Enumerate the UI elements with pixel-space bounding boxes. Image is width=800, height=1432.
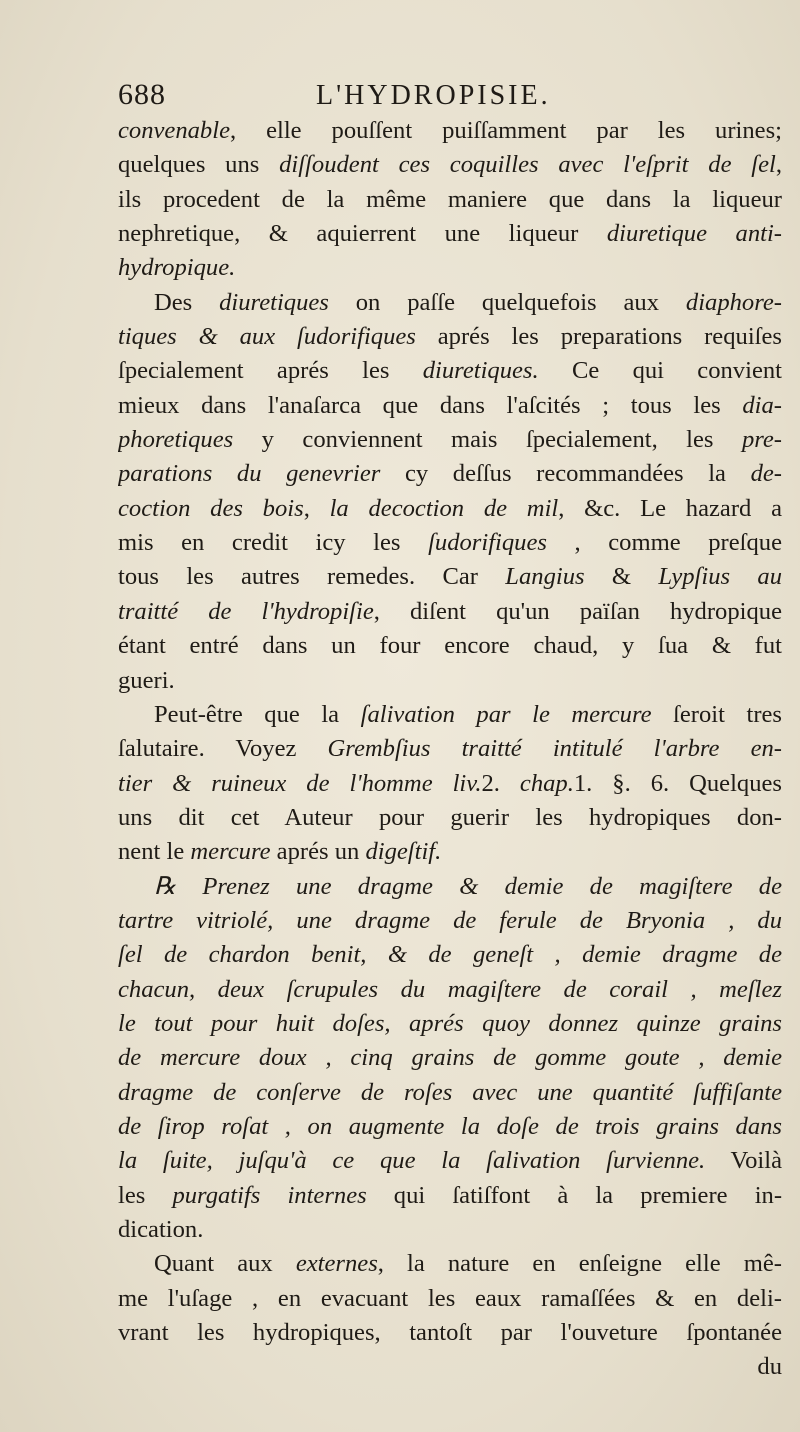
text-span: , elle pouſſent puiſſamment par les urines; — [229, 117, 782, 144]
text-line — [118, 560, 782, 594]
italic-text: tier & ruineux de l'homme liv. — [118, 769, 482, 797]
text-span: , &c. Le hazard a — [558, 494, 782, 522]
text-span: on paſſe quelquefois aux — [328, 288, 686, 316]
italic-text: diuretiques — [219, 288, 329, 316]
text-span: nent le — [118, 838, 191, 866]
running-head: L'HYDROPISIE. — [316, 80, 551, 111]
text-line — [118, 835, 782, 869]
italic-text: chacun, deux ſcrupules du magiſtere de corail , meſlez — [118, 975, 782, 1003]
text-line — [118, 767, 782, 801]
italic-text: le tout pour huit doſes, aprés quoy donnez quinze grains — [118, 1009, 782, 1037]
text-span: me l'uſage , en evacuant les eaux ramaſſées & en deli- — [118, 1284, 782, 1312]
italic-text: de ſirop roſat , on augmente la doſe de trois grains dans — [118, 1112, 782, 1140]
body-text — [118, 114, 782, 1385]
text-span: quelques uns — [118, 151, 280, 179]
text-line — [118, 973, 782, 1007]
text-span: Des — [154, 288, 220, 316]
italic-text: de- — [750, 460, 782, 488]
text-span: vrant les hydropiques, tantoſt par l'ouveture ſpontanée — [118, 1319, 782, 1347]
text-line — [118, 1076, 782, 1110]
text-span: ils procedent de la même maniere que dans la liqueur — [118, 185, 782, 213]
text-line — [118, 664, 782, 698]
text-line — [118, 1110, 782, 1144]
italic-text: externes — [295, 1250, 378, 1278]
italic-text: dia- — [742, 391, 782, 419]
italic-text: ſel de chardon benit, & de geneſt , demie dragme de — [118, 941, 782, 969]
page-header — [118, 78, 782, 114]
text-line — [118, 320, 782, 354]
text-line — [118, 183, 782, 217]
italic-text: convenable — [118, 117, 230, 144]
page-number: 688 — [118, 78, 166, 111]
italic-text: coction des bois — [118, 494, 304, 522]
text-span: , comme preſque — [546, 529, 782, 557]
text-line — [118, 732, 782, 766]
text-line — [118, 1213, 782, 1247]
italic-text: ſalivation par le mercure — [360, 700, 652, 728]
text-line — [118, 457, 782, 491]
italic-text: parations du genevrier — [118, 460, 381, 488]
text-line — [118, 938, 782, 972]
text-span: nephretique, & aquierrent une liqueur — [118, 220, 607, 248]
text-span: mis en credit icy les — [118, 529, 429, 557]
text-line — [118, 251, 782, 285]
text-line — [118, 870, 782, 904]
text-line — [118, 492, 782, 526]
text-line — [118, 629, 782, 663]
text-span: gueri. — [118, 666, 175, 694]
text-line — [118, 1041, 782, 1075]
italic-text: ſudorifiques — [428, 529, 547, 557]
text-span: uns dit cet Auteur pour guerir les hydropiques don- — [118, 803, 782, 831]
italic-text: traitté de l'hydropiſie — [118, 597, 374, 625]
italic-text: diſſoudent ces coquilles avec l'eſprit de ſel — [279, 151, 776, 179]
italic-text: dragme de conſerve de roſes avec une quantité ſuffiſante — [118, 1078, 782, 1106]
italic-text: ℞ Prenez une dragme & demie de magiſtere de — [154, 872, 782, 900]
text-span: ſalutaire. Voyez — [118, 735, 328, 763]
italic-text: pre- — [741, 426, 782, 454]
text-span: étant entré dans un four encore chaud, y ſua & fut — [118, 632, 782, 660]
text-span: Quant aux — [154, 1250, 296, 1278]
text-span: , diſent qu'un païſan hydropique — [373, 597, 782, 625]
text-span: , — [775, 151, 782, 179]
text-line — [118, 1350, 782, 1384]
text-line — [118, 698, 782, 732]
italic-text: chap. — [519, 769, 574, 797]
italic-text: diuretique anti- — [606, 220, 782, 248]
italic-text: diuretiques. — [422, 357, 539, 385]
text-span: les — [118, 1181, 173, 1209]
text-line — [118, 148, 782, 182]
text-line — [118, 1316, 782, 1350]
text-span: y conviennent mais ſpecialement, les — [233, 426, 742, 454]
italic-text: purgatifs internes — [172, 1181, 367, 1209]
text-line — [118, 801, 782, 835]
text-span: aprés un — [270, 838, 366, 866]
text-line — [118, 595, 782, 629]
text-line — [118, 1144, 782, 1178]
text-span: , — [303, 494, 330, 522]
text-span: ſpecialement aprés les — [118, 357, 423, 385]
italic-text: mercure — [190, 838, 271, 866]
text-line — [118, 1007, 782, 1041]
text-line — [118, 286, 782, 320]
text-line — [118, 1179, 782, 1213]
text-line — [118, 114, 782, 148]
text-span: dication. — [118, 1216, 204, 1243]
text-span: tous les autres remedes. Car — [118, 563, 506, 591]
italic-text: digeſtif. — [365, 838, 442, 866]
text-span: cy deſſus recommandées la — [380, 460, 751, 488]
text-span: ſeroit tres — [651, 700, 782, 728]
text-span: qui ſatiſfont à la premiere in- — [366, 1181, 782, 1209]
italic-text: hydropique. — [118, 254, 236, 282]
italic-text: phoretiques — [118, 426, 234, 454]
text-span: 1. §. 6. Quelques — [573, 769, 782, 797]
text-line — [118, 904, 782, 938]
italic-text: Grembſius traitté intitulé l'arbre en- — [327, 735, 782, 763]
text-line — [118, 389, 782, 423]
text-line — [118, 1282, 782, 1316]
italic-text: Lypſius au — [658, 563, 782, 591]
italic-text: de mercure doux , cinq grains de gomme goute , demie — [118, 1044, 782, 1072]
italic-text: la ſuite, juſqu'à ce que la ſalivation ſurvienne. — [118, 1147, 706, 1175]
text-line — [118, 526, 782, 560]
italic-text: la decoction de mil — [329, 494, 559, 522]
text-span: 2. — [481, 769, 520, 797]
text-span: Voilà — [705, 1147, 782, 1175]
text-line — [118, 1247, 782, 1281]
italic-text: diaphore- — [685, 288, 782, 316]
text-span: aprés les preparations requiſes — [415, 323, 782, 351]
text-line — [118, 217, 782, 251]
text-span: mieux dans l'anaſarca que dans l'aſcités ; tous les — [118, 391, 743, 419]
italic-text: tartre vitriolé, une dragme de ferule de Bryonia , du — [118, 906, 782, 934]
text-span: , la nature en enſeigne elle mê- — [377, 1250, 782, 1278]
text-span: Ce qui convient — [538, 357, 782, 385]
text-span: & — [584, 563, 659, 591]
italic-text: tiques & aux ſudorifiques — [118, 323, 416, 351]
italic-text: Langius — [505, 563, 585, 591]
text-line — [118, 354, 782, 388]
text-span: Peut-être que la — [154, 700, 361, 728]
text-span: du — [757, 1353, 782, 1381]
text-line — [118, 423, 782, 457]
